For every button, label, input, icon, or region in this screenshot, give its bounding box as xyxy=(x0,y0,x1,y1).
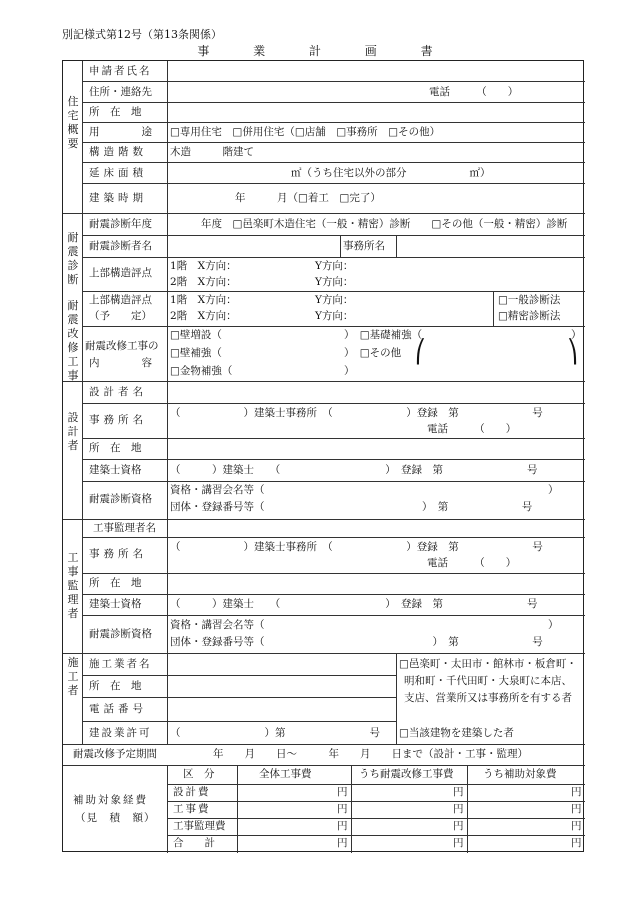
section-supervisor-label: 工事監理者 xyxy=(67,551,79,620)
supervisor-registration-no[interactable]: 団体・登録番号等（ ） 第 号 xyxy=(170,636,543,648)
floor-area-label: 延床面積 xyxy=(89,167,147,179)
diagnosis-office-label: 事務所名 xyxy=(343,240,385,252)
supervisor-phone: 電話 （ ） xyxy=(427,557,517,569)
use-checkboxes[interactable]: □専用住宅 □併用住宅（□店舗 □事務所 □その他） xyxy=(170,126,441,138)
supervisor-name-label: 工事監理者名 xyxy=(93,522,156,534)
designer-location-label: 所 在 地 xyxy=(89,442,142,454)
cost-header-seismic: うち耐震改修工事費 xyxy=(359,768,454,780)
cost-unit: 円 xyxy=(571,803,582,815)
costs-sublabel: （見 積 額） xyxy=(75,812,156,824)
supervisor-qualification-label: 耐震診断資格 xyxy=(89,628,152,640)
cost-row-construction: 工事費 xyxy=(173,803,211,815)
structure-label: 構造階数 xyxy=(89,146,147,158)
hardware-reinforce-checkbox[interactable]: □金物補強（ xyxy=(170,365,233,377)
diagnoser-name-label: 耐震診断者名 xyxy=(89,240,152,252)
local-office-note-3: 支店、営業所又は事務所を有する者 xyxy=(404,692,572,704)
supervisor-location-label: 所 在 地 xyxy=(89,577,142,589)
supervisor-qualification-name[interactable]: 資格・講習会名等（ ） xyxy=(170,619,559,631)
designer-name-label: 設計者名 xyxy=(89,386,147,398)
schedule-value[interactable]: 年 月 日～ 年 月 日まで（設計・工事・監理） xyxy=(213,748,528,760)
designer-qualification-name[interactable]: 資格・講習会名等（ ） xyxy=(170,484,559,496)
cost-unit: 円 xyxy=(337,837,348,849)
diagnosis-year-label: 耐震診断年度 xyxy=(89,218,152,230)
upper-structure-score-label: 上部構造評点 xyxy=(89,267,152,279)
cost-unit: 円 xyxy=(337,786,348,798)
structure-value[interactable]: 木造 階建て xyxy=(170,146,254,158)
cost-unit: 円 xyxy=(453,786,464,798)
form-table xyxy=(62,60,584,852)
retrofit-floor1-x[interactable]: 1階 X方向： xyxy=(170,294,237,306)
designer-registration-no[interactable]: 団体・登録番号等（ ） 第 号 xyxy=(170,501,533,513)
supervisor-office-label: 事務所名 xyxy=(89,548,147,560)
cost-row-supervision: 工事監理費 xyxy=(173,820,226,832)
cost-unit: 円 xyxy=(571,820,582,832)
retrofit-content-label: 耐震改修工事の xyxy=(85,340,159,352)
housing-phone: 電話 （ ） xyxy=(429,86,519,98)
designer-office-label: 事務所名 xyxy=(89,414,147,426)
hardware-close-paren: ） xyxy=(344,365,355,377)
cost-unit: 円 xyxy=(453,820,464,832)
contractor-location-label: 所 在 地 xyxy=(89,680,142,692)
retrofit-floor2-y[interactable]: Y方向： xyxy=(315,310,354,322)
contractor-phone-label: 電話番号 xyxy=(89,703,147,715)
foundation-close-paren: ） xyxy=(571,329,582,341)
other-close-bracket: ⎞ xyxy=(567,340,578,365)
diagnosis-floor2-x[interactable]: 2階 X方向： xyxy=(170,276,237,288)
section-designer-label: 設計者 xyxy=(67,411,79,452)
diagnosis-floor1-y[interactable]: Y方向： xyxy=(315,260,354,272)
section-retrofit-label: 耐震改修工事 xyxy=(67,299,79,382)
section-contractor-label: 施工者 xyxy=(67,656,79,697)
retrofit-floor1-y[interactable]: Y方向： xyxy=(315,294,354,306)
retrofit-floor2-x[interactable]: 2階 X方向： xyxy=(170,310,237,322)
cost-header-subsidy: うち補助対象費 xyxy=(483,768,557,780)
local-office-note-2: 明和町・千代田町・大泉町に本店、 xyxy=(404,675,572,687)
retrofit-content-sublabel: 内 容 xyxy=(89,357,152,369)
foundation-reinforce-checkbox[interactable]: ） □基礎補強（ xyxy=(344,329,423,341)
designer-license-value[interactable]: （ ）建築士 （ ） 登録 第 号 xyxy=(170,464,538,476)
cost-header-category: 区 分 xyxy=(183,768,215,780)
supervisor-office-value[interactable]: （ ）建築士事務所 （ ）登録 第 号 xyxy=(170,541,543,553)
diagnosis-floor2-y[interactable]: Y方向： xyxy=(315,276,354,288)
supervisor-license-value[interactable]: （ ）建築士 （ ） 登録 第 号 xyxy=(170,598,538,610)
wall-reinforce-checkbox[interactable]: □壁補強（ xyxy=(170,347,222,359)
use-label: 用 途 xyxy=(89,126,152,138)
contractor-name-label: 施工業者名 xyxy=(89,658,152,670)
contractor-permit-value[interactable]: （ ）第 号 xyxy=(170,727,380,739)
section-housing-label: 住宅概要 xyxy=(67,95,79,150)
builder-checkbox[interactable]: □当該建物を建築した者 xyxy=(399,727,514,739)
designer-qualification-label: 耐震診断資格 xyxy=(89,493,152,505)
planned-score-label: 上部構造評点 xyxy=(89,294,152,306)
cost-row-design: 設計費 xyxy=(173,786,211,798)
contractor-permit-label: 建設業許可 xyxy=(89,727,152,739)
address-label: 住所・連絡先 xyxy=(89,86,152,98)
general-method-checkbox[interactable]: □一般診断法 xyxy=(498,294,561,306)
diagnosis-floor1-x[interactable]: 1階 X方向： xyxy=(170,260,237,272)
document-title: 事 業 計 画 書 xyxy=(197,44,453,58)
cost-unit: 円 xyxy=(571,837,582,849)
planned-score-sublabel: （予 定） xyxy=(89,310,152,322)
designer-phone: 電話 （ ） xyxy=(427,423,517,435)
other-open-bracket: ⎛ xyxy=(415,340,426,365)
location-label: 所 在 地 xyxy=(89,106,142,118)
schedule-label: 耐震改修予定期間 xyxy=(73,748,157,760)
build-period-value[interactable]: 年 月（□着工 □完了） xyxy=(235,192,381,204)
section-diagnosis-label: 耐震診断 xyxy=(67,231,79,286)
build-period-label: 建築時期 xyxy=(89,192,147,204)
applicant-name-label: 申請者氏名 xyxy=(89,65,152,77)
designer-office-value[interactable]: （ ）建築士事務所 （ ）登録 第 号 xyxy=(170,407,543,419)
diagnosis-year-options[interactable]: 年度 □邑楽町木造住宅（一般・精密）診断 □その他（一般・精密）診断 xyxy=(201,218,568,230)
cost-unit: 円 xyxy=(453,803,464,815)
cost-unit: 円 xyxy=(571,786,582,798)
wall-addition-checkbox[interactable]: □壁増設（ xyxy=(170,329,222,341)
precise-method-checkbox[interactable]: □精密診断法 xyxy=(498,310,561,322)
supervisor-license-label: 建築士資格 xyxy=(89,598,142,610)
local-office-checkbox[interactable]: □邑楽町・太田市・館林市・板倉町・ xyxy=(399,658,577,670)
costs-label: 補助対象経費 xyxy=(73,794,148,806)
form-number: 別記様式第12号（第13条関係） xyxy=(62,28,222,41)
cost-header-total: 全体工事費 xyxy=(259,768,312,780)
other-work-checkbox[interactable]: ） □その他 xyxy=(344,347,402,359)
cost-unit: 円 xyxy=(337,820,348,832)
designer-license-label: 建築士資格 xyxy=(89,464,142,476)
cost-unit: 円 xyxy=(453,837,464,849)
floor-area-value[interactable]: ㎡（うち住宅以外の部分 ㎡） xyxy=(291,167,491,179)
cost-unit: 円 xyxy=(337,803,348,815)
cost-row-total: 合 計 xyxy=(173,837,215,849)
